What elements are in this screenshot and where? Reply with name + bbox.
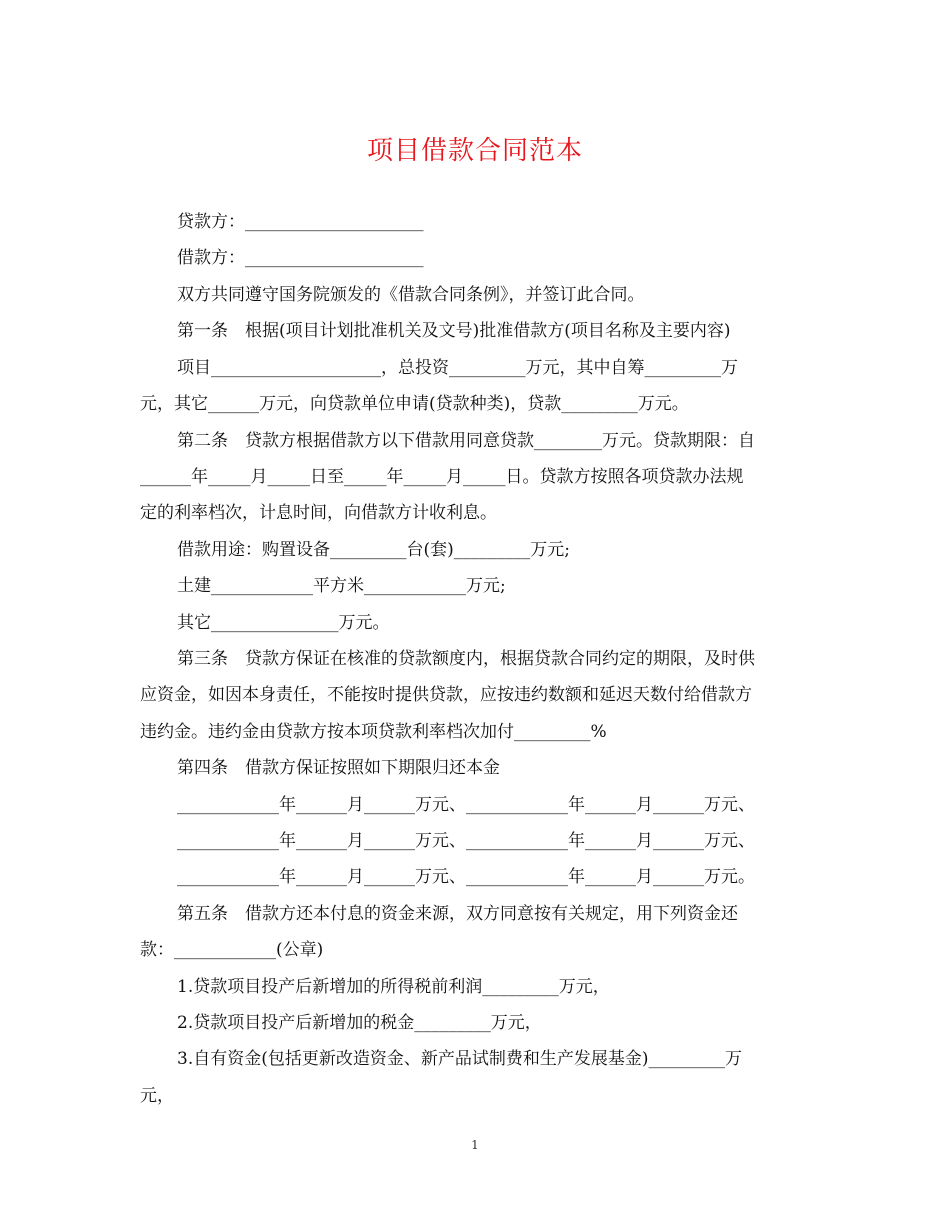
article-3-line-2: 应资金，如因本身责任，不能按时提供贷款，应按违约数额和延迟天数付给借款方 [140,685,752,705]
lender-line: 贷款方：_____________________ [177,212,424,232]
article-1-line-1: 第一条 根据(项目计划批准机关及文号)批准借款方(项目名称及主要内容) [177,321,731,341]
preamble-line: 双方共同遵守国务院颁发的《借款合同条例》，并签订此合同。 [177,285,645,305]
article-1-line-2: 项目____________________，总投资_________万元，其中自筹_________万 [177,358,738,378]
fund-source-3-line-2: 元， [140,1086,174,1106]
article-3-line-3: 违约金。违约金由贷款方按本项贷款利率档次加付_________% [140,722,607,742]
article-4-line-1: 第四条 借款方保证按照如下期限归还本金 [177,758,500,778]
article-2-line-1: 第二条 贷款方根据借款方以下借款用同意贷款________万元。贷款期限：自 [177,431,755,451]
fund-source-3-line-1: 3.自有资金(包括更新改造资金、新产品试制费和生产发展基金)_________万 [177,1049,742,1069]
construction-line: 土建____________平方米____________万元; [177,576,506,596]
article-5-line-2: 款：____________(公章) [140,940,324,960]
other-use-line: 其它_______________万元。 [177,613,390,633]
article-1-line-3: 元，其它______万元，向贷款单位申请(贷款种类)，贷款_________万元。 [140,394,689,414]
borrower-line: 借款方：_____________________ [177,248,424,268]
article-2-line-2: ______年_____月_____日至_____年_____月_____日。贷款方按照各项贷款办法规 [140,467,744,487]
fund-source-1: 1.贷款项目投产后新增加的所得税前利润_________万元， [177,977,610,997]
document-title: 项目借款合同范本 [366,136,583,166]
article-3-line-1: 第三条 贷款方保证在核准的贷款额度内，根据贷款合同约定的期限，及时供 [177,649,755,669]
repayment-schedule-row-1: ____________年______月______万元、____________年______月______万元、 [177,795,755,815]
article-5-line-1: 第五条 借款方还本付息的资金来源，双方同意按有关规定，用下列资金还 [177,904,738,924]
repayment-schedule-row-2: ____________年______月______万元、____________年______月______万元、 [177,831,755,851]
article-2-line-3: 定的利率档次，计息时间，向借款方计收利息。 [140,503,497,523]
repayment-schedule-row-3: ____________年______月______万元、____________年______月______万元。 [177,867,755,887]
loan-use-line: 借款用途：购置设备_________台(套)_________万元; [177,540,570,560]
page-number: 1 [471,1138,479,1152]
fund-source-2: 2.贷款项目投产后新增加的税金_________万元， [177,1013,542,1033]
